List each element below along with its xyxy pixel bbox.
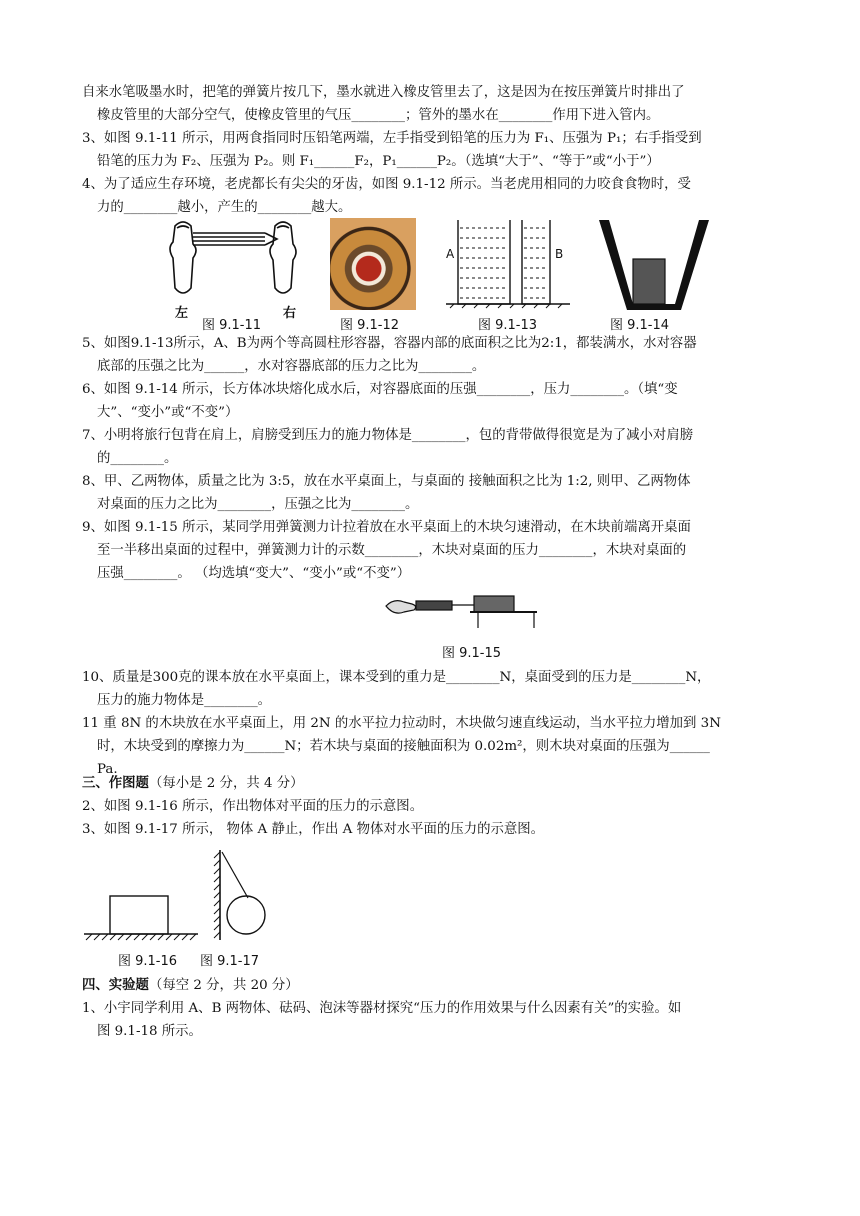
section-3-heading	[82, 772, 782, 795]
question-4: 4、为了适应生存环境，老虎都长有尖尖的牙齿，如图 9.1-12 所示。当老虎用相同的力咬食食物时，受	[82, 177, 691, 192]
section-4-note: （每空 2 分，共 20 分）	[148, 978, 299, 993]
label-b: B	[555, 247, 564, 261]
question-8: 8、甲、乙两物体，质量之比为 3:5，放在水平桌面上，与桌面的 接触面积之比为 1:2, 则甲、乙两物体	[82, 474, 691, 489]
question-7: 7、小明将旅行包背在肩上，肩膀受到压力的施力物体是________，包的背带做得很宽是为了减小对肩膀	[82, 428, 694, 443]
caption-9-1-12: 图 9.1-12	[340, 318, 400, 333]
label-a: A	[446, 247, 455, 261]
caption-9-1-13: 图 9.1-13	[478, 318, 538, 333]
section-4-heading	[82, 974, 782, 997]
text-line: 至一半移出桌面的过程中，弹簧测力计的示数________，木块对桌面的压力________，木块对桌面的	[97, 543, 687, 558]
drawing-question-3: 3、如图 9.1-17 所示， 物体 A 静止，作出 A 物体对水平面的压力的示意图。	[82, 822, 545, 837]
question-3: 3、如图 9.1-11 所示，用两食指同时压铅笔两端，左手指受到铅笔的压力为 F₁、压强为 P₁；右手指受到	[82, 131, 702, 146]
figure-9-1-17	[210, 848, 276, 948]
text-line: 对桌面的压力之比为________，压强之比为________。	[97, 497, 419, 512]
tiger-photo	[330, 218, 416, 310]
text-line: 自来水笔吸墨水时，把笔的弹簧片按几下，墨水就进入橡皮管里去了，这是因为在按压弹簧片时排出了	[82, 85, 685, 100]
text-line: 大”、“变小”或“不变”）	[97, 405, 239, 420]
text-line: 的________。	[97, 451, 178, 466]
experiment-question-1: 1、小宇同学利用 A、B 两物体、砝码、泡沫等器材探究“压力的作用效果与什么因素有关”的实验。如	[82, 1001, 682, 1016]
figure-9-1-16	[82, 892, 200, 944]
figure-9-1-13	[440, 216, 580, 312]
text-line: 压力的施力物体是________。	[97, 693, 272, 708]
caption-9-1-16: 图 9.1-16	[118, 954, 178, 969]
section-4-title: 四、实验题	[82, 977, 149, 993]
question-5: 5、如图9.1-13所示，A、B为两个等高圆柱形容器，容器内部的底面积之比为2:1，都装满水，水对容器	[82, 336, 697, 351]
label-left: 左	[175, 306, 189, 321]
text-line: 力的________越小，产生的________越大。	[97, 200, 352, 215]
text-line: 底部的压强之比为______，水对容器底部的压力之比为________。	[97, 359, 486, 374]
text-line: 铅笔的压力为 F₂、压强为 P₂。则 F₁______F₂，P₁______P₂。（选填“大于”、“等于”或“小于”）	[97, 154, 660, 169]
question-11: 11 重 8N 的木块放在水平桌面上，用 2N 的水平拉力拉动时，木块做匀速直线运动，当水平拉力增加到 3N	[82, 716, 721, 731]
figure-9-1-11	[165, 216, 315, 316]
question-9: 9、如图 9.1-15 所示，某同学用弹簧测力计拉着放在水平桌面上的木块匀速滑动，在木块前端离开桌面	[82, 520, 691, 535]
caption-9-1-14: 图 9.1-14	[610, 318, 670, 333]
text-line: 时，木块受到的摩擦力为______N；若木块与桌面的接触面积为 0.02m²，则木块对桌面的压强为______	[97, 739, 710, 754]
section-3-title: 三、作图题	[82, 775, 149, 791]
figure-9-1-15	[382, 586, 542, 628]
question-10: 10、质量是300克的课本放在水平桌面上，课本受到的重力是________N，桌面受到的压力是________N，	[82, 670, 711, 685]
text-line: Pa.	[97, 762, 118, 777]
text-line: 橡皮管里的大部分空气，使橡皮管里的气压________；管外的墨水在________作用下进入管内。	[97, 108, 660, 123]
figure-9-1-14	[595, 216, 715, 312]
caption-9-1-17: 图 9.1-17	[200, 954, 260, 969]
label-right: 右	[283, 306, 297, 321]
section-3-note: （每小是 2 分，共 4 分）	[148, 776, 304, 791]
caption-9-1-11: 图 9.1-11	[202, 318, 262, 333]
drawing-question-2: 2、如图 9.1-16 所示，作出物体对平面的压力的示意图。	[82, 799, 424, 814]
question-6: 6、如图 9.1-14 所示，长方体冰块熔化成水后，对容器底面的压强________，压力________。（填“变	[82, 382, 678, 397]
caption-9-1-15: 图 9.1-15	[442, 646, 502, 661]
text-line: 图 9.1-18 所示。	[97, 1024, 202, 1039]
text-line: 压强________。 （均选填“变大”、“变小”或“不变”）	[97, 566, 411, 581]
